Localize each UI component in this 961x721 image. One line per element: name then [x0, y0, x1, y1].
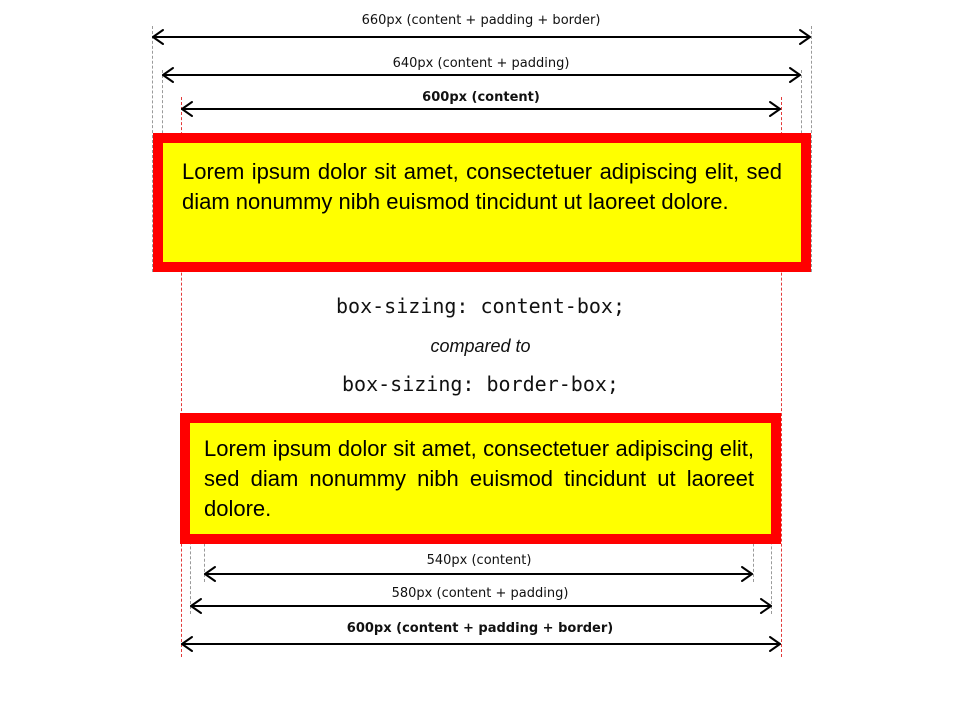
dimension-label-580: 580px (content + padding) — [391, 586, 569, 601]
content-box-declaration: box-sizing: content-box; — [336, 294, 625, 318]
dimension-label-640: 640px (content + padding) — [392, 56, 570, 71]
border-box-text: Lorem ipsum dolor sit amet, consectetuer adipiscing elit, sed diam nonummy nibh euismod tincidunt ut laoreet dolore. — [204, 436, 754, 521]
compared-to-label: compared to — [430, 336, 531, 356]
dimension-label-660: 660px (content + padding + border) — [361, 13, 601, 28]
border-box-declaration: box-sizing: border-box; — [342, 372, 619, 396]
dimension-label-600-content: 600px (content) — [422, 90, 540, 105]
content-box-text: Lorem ipsum dolor sit amet, consectetuer adipiscing elit, sed diam nonummy nibh euismod tincidunt ut laoreet dolore. — [182, 159, 782, 214]
dimension-label-540: 540px (content) — [426, 553, 532, 568]
dimension-label-600-total: 600px (content + padding + border) — [346, 621, 614, 636]
